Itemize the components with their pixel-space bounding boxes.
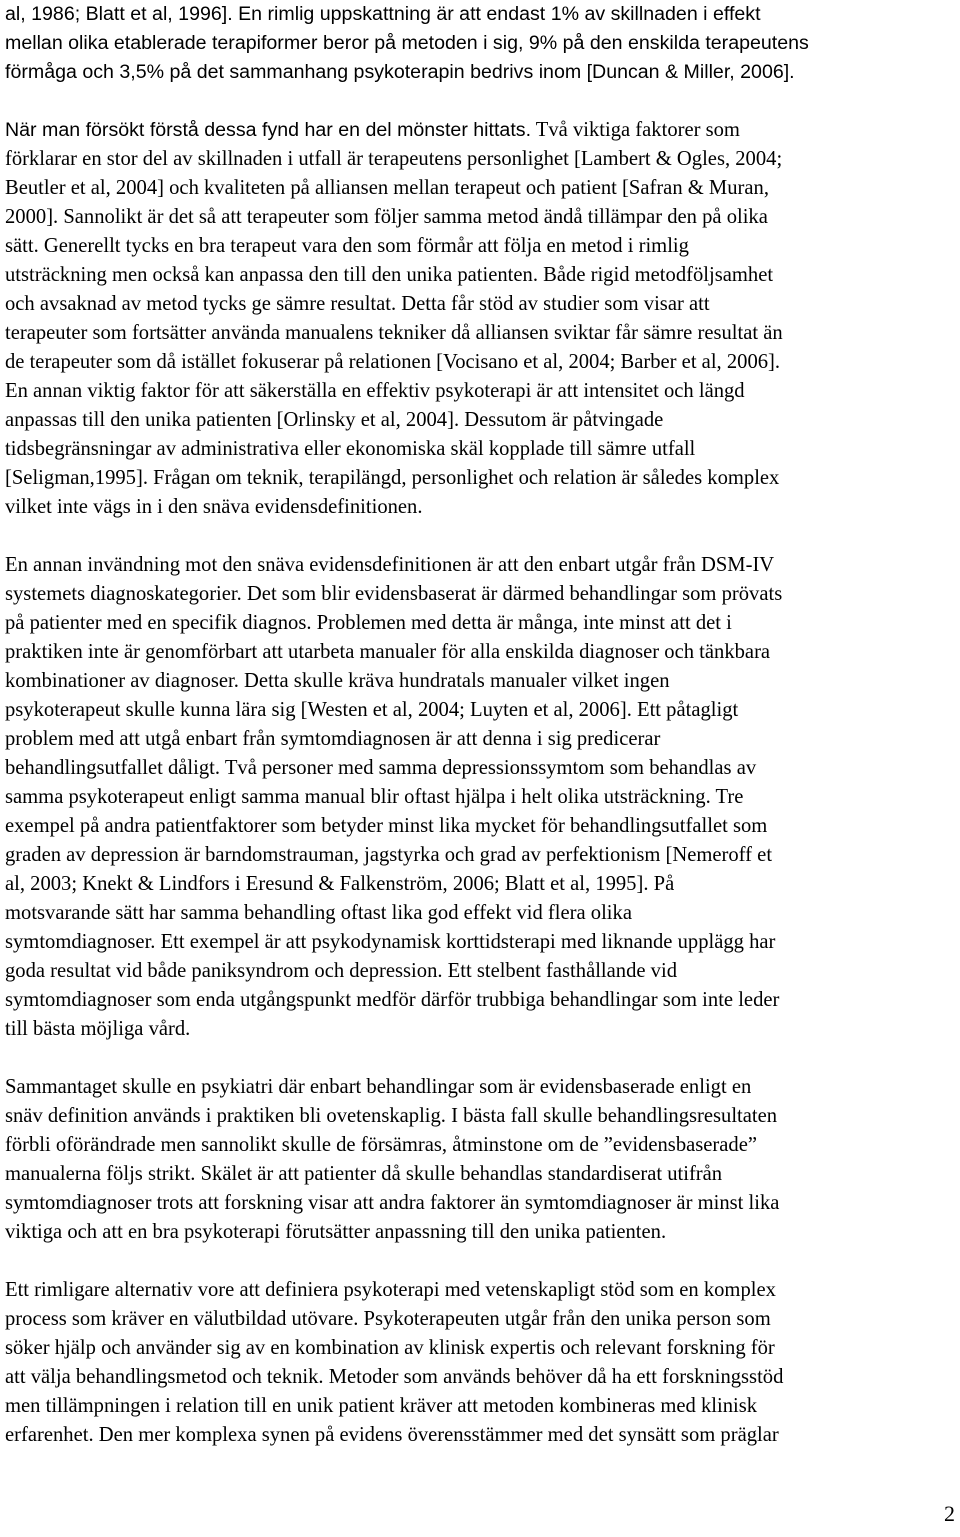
document-body (5, 0, 957, 1450)
text-line: graden av depression är barndomstrauman, jagstyrka och grad av perfektionism [Nemeroff et (5, 844, 773, 866)
text-line: [Seligman,1995]. Frågan om teknik, terapilängd, personlighet och relation är således komplex (5, 467, 780, 489)
text-line: på patienter med en specifik diagnos. Problemen med detta är många, inte minst att det i (5, 612, 732, 634)
text-line: att välja behandlingsmetod och teknik. Metoder som används behöver då ha ett forskningsstöd (5, 1366, 784, 1388)
text-line: förbli oförändrade men sannolikt skulle de försämras, åtminstone om de ”evidensbaserade” (5, 1134, 757, 1156)
text-line: problem med att utgå enbart från symtomdiagnosen är att denna i sig predicerar (5, 728, 661, 750)
text-line: kombinationer av diagnoser. Detta skulle kräva hundratals manualer vilket ingen (5, 670, 670, 692)
text-line: systemets diagnoskategorier. Det som blir evidensbaserat är därmed behandlingar som prövats (5, 583, 783, 605)
paragraph-4 (5, 1073, 957, 1247)
text-line: symtomdiagnoser trots att forskning visar att andra faktorer än symtomdiagnoser är minst lika (5, 1192, 780, 1214)
text-line: mellan olika etablerade terapiformer beror på metoden i sig, 9% på den enskilda terapeutens (5, 32, 809, 54)
text-line: viktiga och att en bra psykoterapi förutsätter anpassning till den unika patienten. (5, 1221, 667, 1243)
text-line: till bästa möjliga vård. (5, 1018, 191, 1040)
text-line: Sammantaget skulle en psykiatri där enbart behandlingar som är evidensbaserade enligt en (5, 1076, 752, 1098)
text-line-mixed (5, 116, 957, 145)
text-line: de terapeuter som då istället fokuserar på relationen [Vocisano et al, 2004; Barber et al, 2006]. (5, 351, 781, 373)
page-number: 2 (944, 1501, 955, 1526)
paragraph-gap (5, 522, 957, 551)
text-line: behandlingsutfallet dåligt. Två personer med samma depressionssymtom som behandlas av (5, 757, 757, 779)
text-line: vilket inte vägs in i den snäva evidensdefinitionen. (5, 496, 423, 518)
text-line: 2000]. Sannolikt är det så att terapeuter som följer samma metod ändå tillämpar den på olika (5, 206, 768, 228)
paragraph-1 (5, 0, 957, 87)
text-line: goda resultat vid både paniksyndrom och depression. Ett stelbent fasthållande vid (5, 960, 677, 982)
text-line: praktiken inte är genomförbart att utarbeta manualer för alla enskilda diagnoser och tänkbara (5, 641, 771, 663)
text-line: samma psykoterapeut enligt samma manual blir oftast hjälpa i helt olika utsträckning. Tre (5, 786, 744, 808)
text-line: förklarar en stor del av skillnaden i utfall är terapeutens personlighet [Lambert & Ogles, 2004; (5, 148, 783, 170)
text-line: exempel på andra patientfaktorer som betyder minst lika mycket för behandlingsutfallet som (5, 815, 768, 837)
paragraph-2 (5, 116, 957, 522)
text-line: och avsaknad av metod tycks ge sämre resultat. Detta får stöd av studier som visar att (5, 293, 710, 315)
paragraph-gap (5, 87, 957, 116)
text-line: al, 2003; Knekt & Lindfors i Eresund & Falkenström, 2006; Blatt et al, 1995]. På (5, 873, 675, 895)
text-line: erfarenhet. Den mer komplexa synen på evidens överensstämmer med det synsätt som präglar (5, 1424, 779, 1446)
text-line: terapeuter som fortsätter använda manualens tekniker då alliansen sviktar får sämre resultat än (5, 322, 783, 344)
text-line: Beutler et al, 2004] och kvaliteten på alliansen mellan terapeut och patient [Safran & Muran, (5, 177, 769, 199)
text-line: En annan viktig faktor för att säkerställa en effektiv psykoterapi är att intensitet och längd (5, 380, 745, 402)
text-line: symtomdiagnoser. Ett exempel är att psykodynamisk korttidsterapi med liknande upplägg har (5, 931, 776, 953)
text-line: motsvarande sätt har samma behandling oftast lika god effekt vid flera olika (5, 902, 632, 924)
text-line: psykoterapeut skulle kunna lära sig [Westen et al, 2004; Luyten et al, 2006]. Ett påtagligt (5, 699, 739, 721)
text-line: En annan invändning mot den snäva evidensdefinitionen är att den enbart utgår från DSM-IV (5, 554, 775, 576)
text-line: manualerna följs strikt. Skälet är att patienter då skulle behandlas standardiserat utifrån (5, 1163, 723, 1185)
text-run-serif: Två viktiga faktorer som (531, 119, 740, 141)
text-line: symtomdiagnoser som enda utgångspunkt medför därför trubbiga behandlingar som inte leder (5, 989, 780, 1011)
text-run-sans: När man försökt förstå dessa fynd har en del mönster hittats. (5, 119, 532, 141)
text-line: men tillämpningen i relation till en unik patient kräver att metoden kombineras med klinisk (5, 1395, 758, 1417)
paragraph-5 (5, 1276, 957, 1450)
text-line: Ett rimligare alternativ vore att definiera psykoterapi med vetenskapligt stöd som en komplex (5, 1279, 776, 1301)
paragraph-3 (5, 551, 957, 1044)
text-line: sätt. Generellt tycks en bra terapeut vara den som förmår att följa en metod i rimlig (5, 235, 689, 257)
text-line: al, 1986; Blatt et al, 1996]. En rimlig uppskattning är att endast 1% av skillnaden i effekt (5, 3, 761, 25)
paragraph-gap (5, 1044, 957, 1073)
text-line: snäv definition används i praktiken bli ovetenskaplig. I bästa fall skulle behandlingsresultaten (5, 1105, 778, 1127)
text-line: söker hjälp och använder sig av en kombination av klinisk expertis och relevant forskning för (5, 1337, 775, 1359)
text-line: utsträckning men också kan anpassa den till den unika patienten. Både rigid metodföljsamhet (5, 264, 774, 286)
text-line: anpassas till den unika patienten [Orlinsky et al, 2004]. Dessutom är påtvingade (5, 409, 664, 431)
text-line: förmåga och 3,5% på det sammanhang psykoterapin bedrivs inom [Duncan & Miller, 2006]. (5, 61, 795, 83)
text-line: tidsbegränsningar av administrativa eller ekonomiska skäl kopplade till sämre utfall (5, 438, 696, 460)
paragraph-gap (5, 1247, 957, 1276)
text-line: process som kräver en välutbildad utövare. Psykoterapeuten utgår från den unika person som (5, 1308, 771, 1330)
